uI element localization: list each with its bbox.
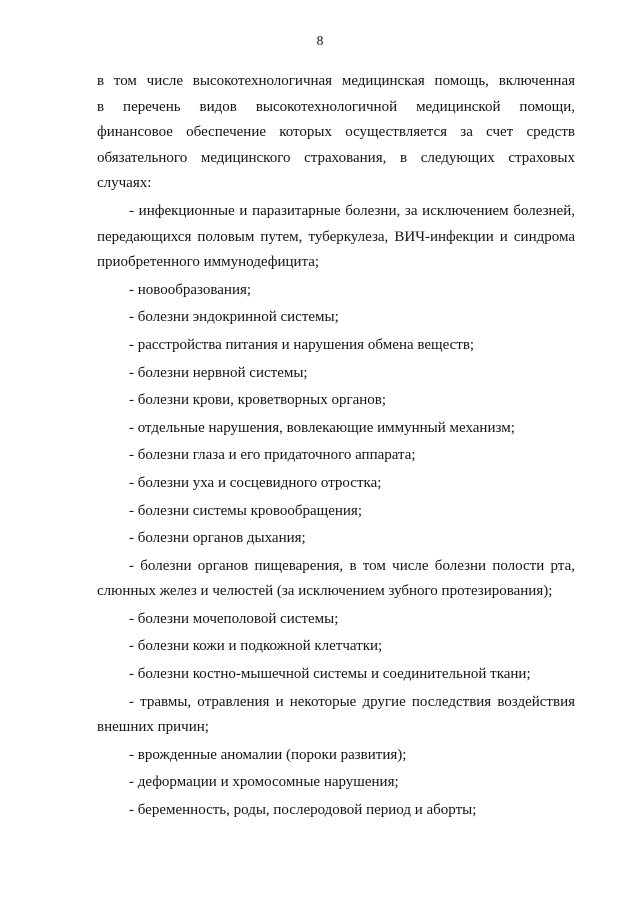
page-number: 8: [316, 33, 324, 48]
intro-line: в том числе высокотехнологичная медицинская помощь, включенная: [97, 73, 575, 89]
intro-line: в перечень видов высокотехнологичной медицинской помощи,: [97, 98, 575, 115]
list-item: - болезни мочеполовой системы;: [129, 610, 339, 627]
list-item: - болезни органов пищеварения, в том числе болезни полости рта, слюнных желез и челюстей (за исключением зубного протезирования);: [97, 557, 575, 600]
list-item: - болезни эндокринной системы;: [129, 309, 339, 326]
list-item: - болезни крови, кроветворных органов;: [129, 392, 387, 409]
list-item: - беременность, роды, послеродовой период и аборты;: [129, 802, 477, 819]
list-item: - травмы, отравления и некоторые другие последствия воздействия внешних причин;: [97, 693, 575, 736]
list-item: - расстройства питания и нарушения обмена веществ;: [129, 336, 475, 353]
list-item: - новообразования;: [129, 281, 252, 298]
intro-line: финансовое обеспечение которых осуществляется за счет средств: [97, 124, 575, 141]
intro-line: случаях:: [97, 175, 152, 192]
document-body: [97, 69, 575, 824]
list-item: - болезни костно-мышечной системы и соединительной ткани;: [129, 666, 531, 683]
list-item: - болезни глаза и его придаточного аппарата;: [129, 447, 416, 464]
list-item: - болезни нервной системы;: [129, 364, 308, 381]
list-item: - болезни органов дыхания;: [129, 530, 306, 547]
list-item: - болезни системы кровообращения;: [129, 502, 362, 519]
list-item: - деформации и хромосомные нарушения;: [129, 774, 399, 791]
list-item: - болезни кожи и подкожной клетчатки;: [129, 638, 383, 655]
intro-line: обязательного медицинского страхования, в следующих страховых: [97, 149, 575, 166]
list-item: - болезни уха и сосцевидного отростка;: [129, 474, 382, 491]
list-item: - инфекционные и паразитарные болезни, за исключением болезней, передающихся половым путем, туберкулеза, ВИЧ-инфекции и синдрома приобретенного иммунодефицита;: [97, 202, 575, 271]
list-item: - отдельные нарушения, вовлекающие иммунный механизм;: [129, 419, 515, 436]
list-item: - врожденные аномалии (пороки развития);: [129, 746, 407, 763]
